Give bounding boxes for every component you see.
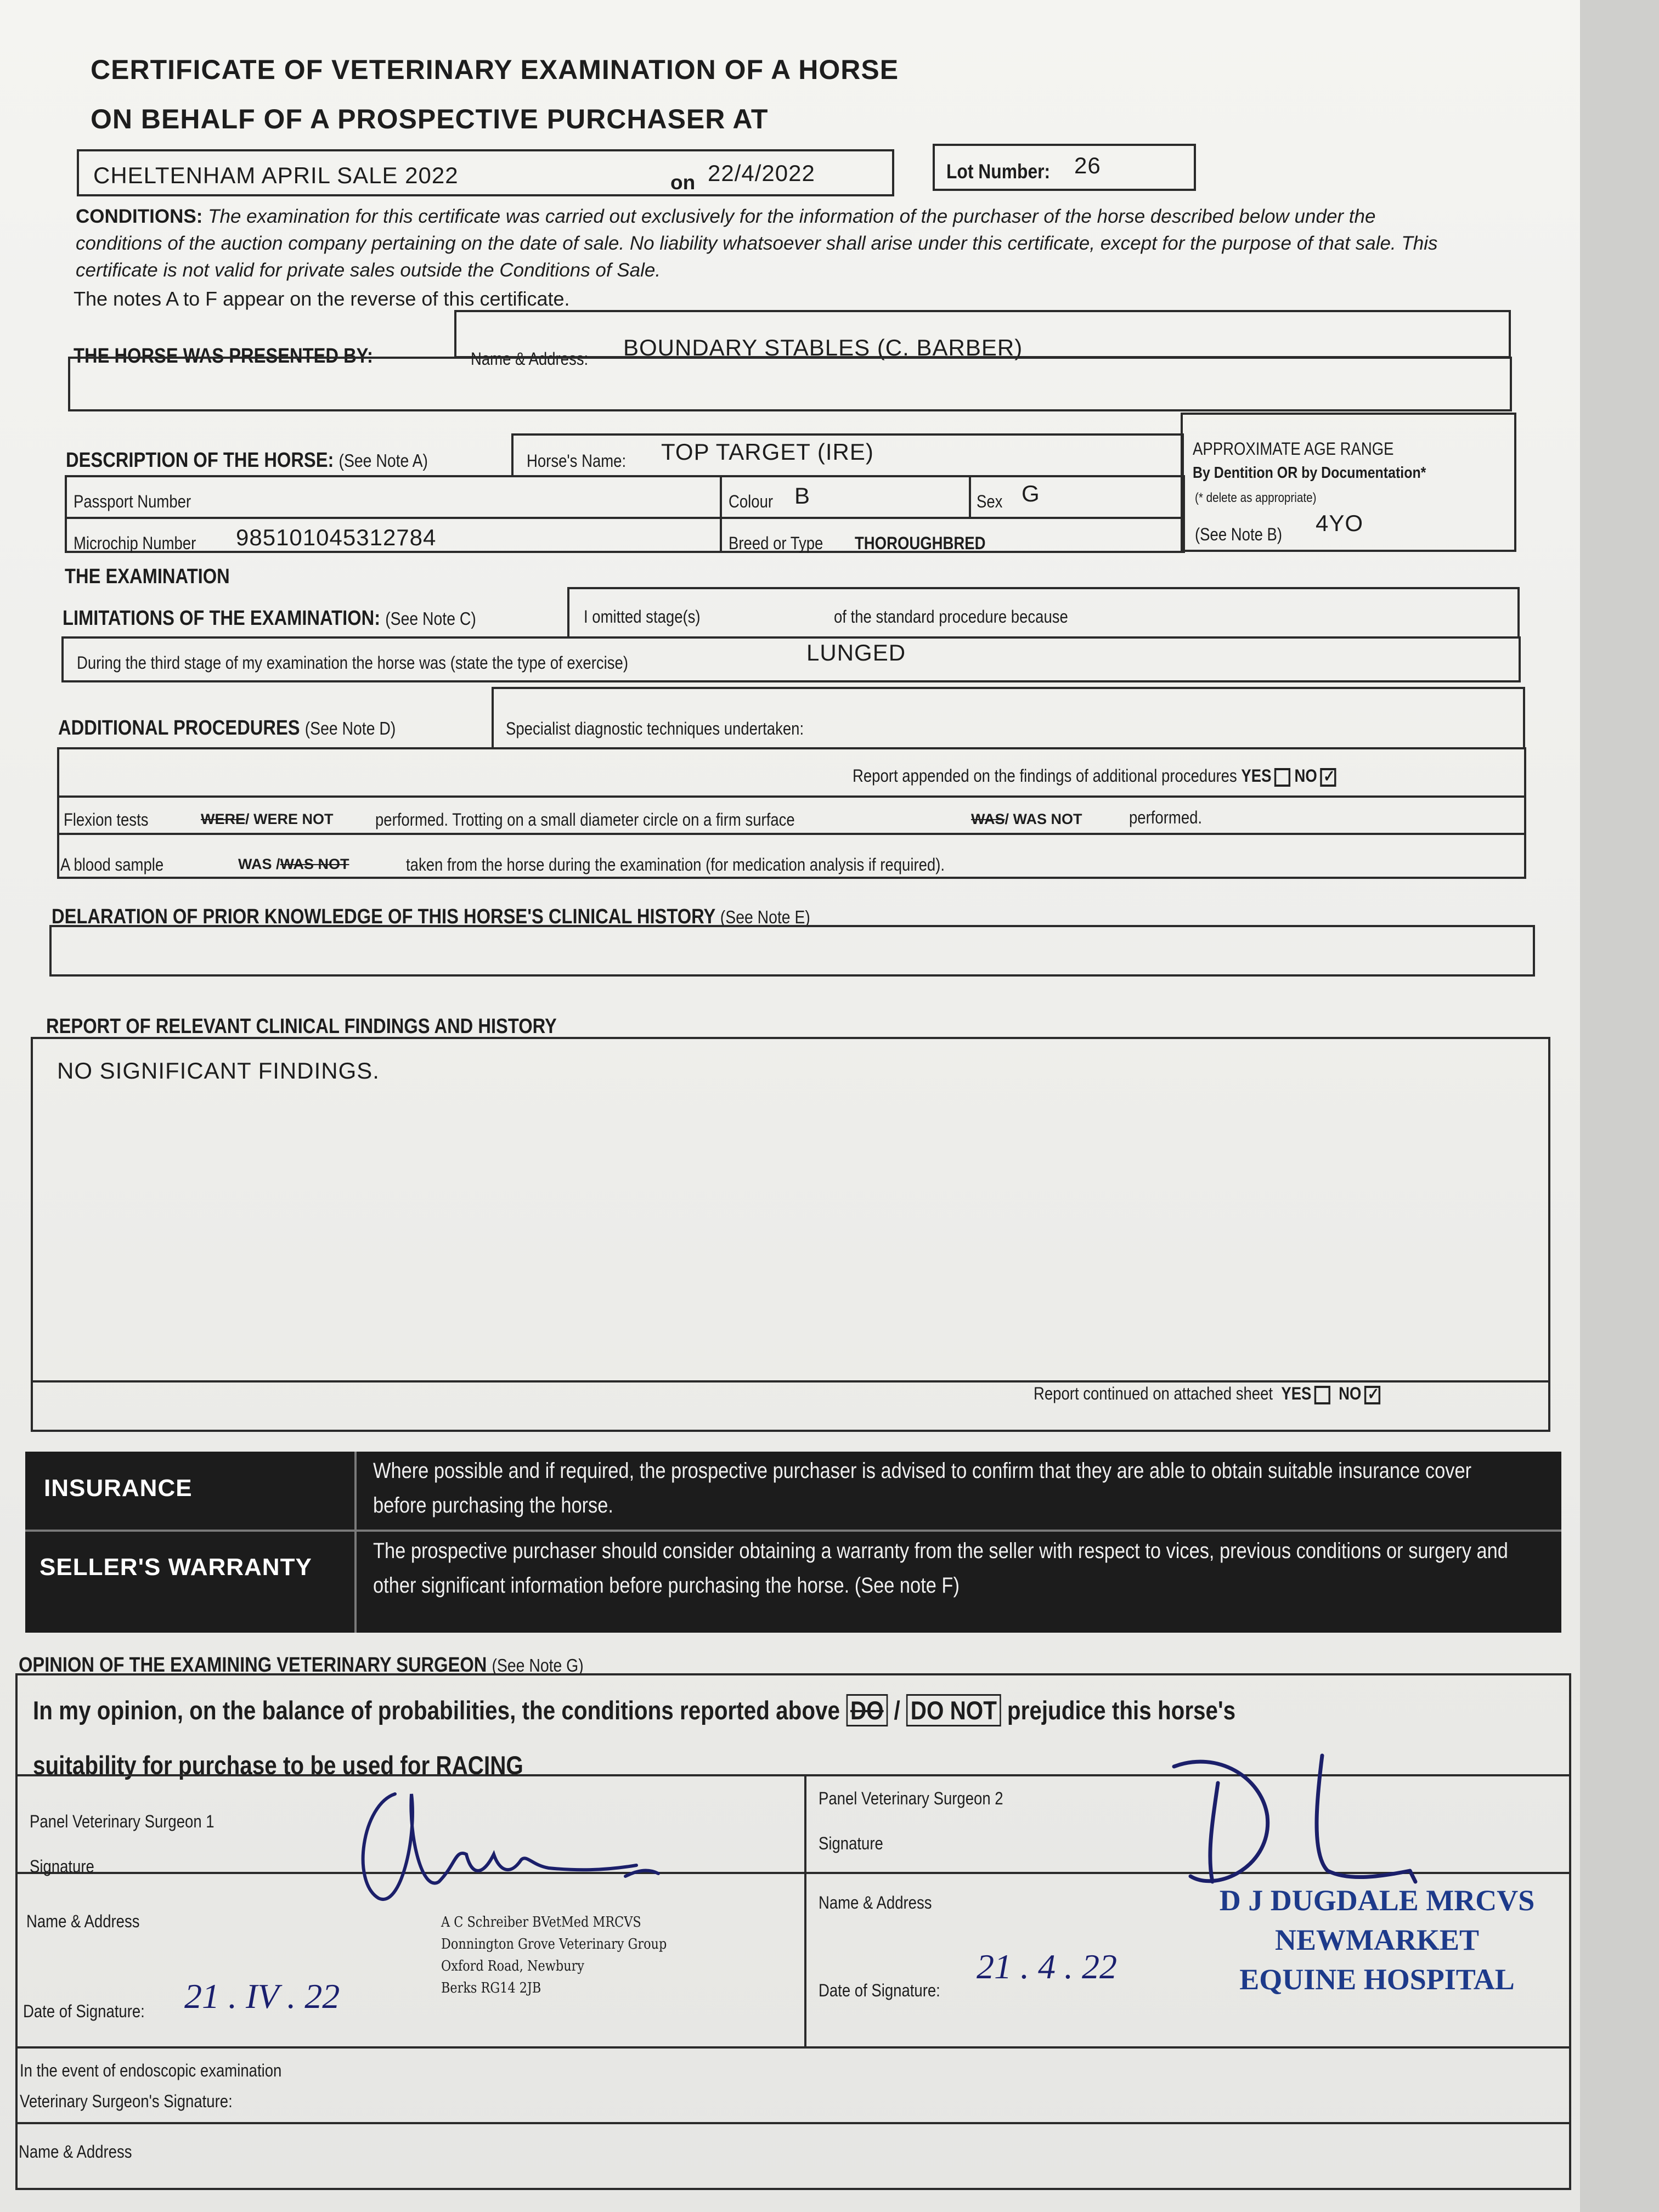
blood-was-option: WAS /WAS NOT: [238, 856, 349, 872]
conditions-text: The examination for this certificate was carried out exclusively for the information of the purchaser of the horse described below under the conditions of the auction company pertaining on the date of sale. No liability whatsoever shall arise under this certificate, except for the purpose of that sale. This certificate is not valid for private sales outside the Conditions of Sale.: [76, 206, 1438, 281]
description-label: DESCRIPTION OF THE HORSE: (See Note A): [66, 449, 428, 472]
conditions-block: [76, 203, 1458, 284]
trotting-was-option: WAS/ WAS NOT: [971, 811, 1082, 827]
panel2-signature-label: Signature: [819, 1833, 883, 1853]
endoscopic-divider: [15, 2046, 1571, 2049]
microchip-label: Microchip Number: [74, 533, 196, 553]
presented-address-box: [68, 357, 1512, 411]
panel2-name-label: Name & Address: [819, 1893, 932, 1912]
age-title: APPROXIMATE AGE RANGE: [1193, 439, 1394, 459]
lot-label: Lot Number:: [946, 160, 1051, 183]
third-stage-value: LUNGED: [806, 640, 906, 665]
conditions-label: CONDITIONS:: [76, 206, 203, 227]
endoscopic-name-divider: [15, 2122, 1571, 2124]
sex-label: Sex: [977, 492, 1003, 511]
opinion-label: OPINION OF THE EXAMINING VETERINARY SURGEON (See Note G): [19, 1654, 584, 1677]
panel1-name-label: Name & Address: [26, 1911, 140, 1931]
opinion-text-line-1: In my opinion, on the balance of probabilities, the conditions reported above DO / DO NOT prejudice this horse's: [33, 1695, 1235, 1725]
panel2-stamp: D J DUGDALE MRCVS NEWMARKET EQUINE HOSPITAL: [1219, 1884, 1535, 1996]
report-continued-yes-checkbox[interactable]: [1314, 1386, 1330, 1404]
report-continued-row: Report continued on attached sheet YES NO ✓: [1034, 1384, 1380, 1403]
report-appended-row: Report appended on the findings of additional procedures YES NO ✓: [853, 766, 1335, 786]
omitted-suffix: of the standard procedure because: [834, 607, 1068, 627]
sex-value: G: [1022, 481, 1040, 506]
description-col-divider: [720, 475, 722, 553]
passport-label: Passport Number: [74, 492, 191, 511]
limitations-label: LIMITATIONS OF THE EXAMINATION: (See Note C): [63, 607, 476, 630]
age-delete-note: (* delete as appropriate): [1195, 490, 1317, 505]
panel1-signature-icon: [329, 1772, 680, 1915]
omitted-text: I omitted stage(s): [584, 607, 701, 627]
lot-number: 26: [1074, 153, 1101, 178]
title-line-1: CERTIFICATE OF VETERINARY EXAMINATION OF A HORSE: [91, 54, 899, 85]
panel2-date-value: 21 . 4 . 22: [977, 1947, 1117, 1986]
check-icon: ✓: [1323, 767, 1335, 786]
report-label: REPORT OF RELEVANT CLINICAL FINDINGS AND HISTORY: [46, 1015, 557, 1038]
specialist-box: [492, 687, 1525, 749]
age-note: (See Note B): [1195, 524, 1283, 544]
panel1-date-label: Date of Signature:: [23, 2001, 145, 2021]
panel2-title: Panel Veterinary Surgeon 2: [819, 1788, 1003, 1808]
breed-label: Breed or Type: [729, 533, 823, 553]
warranty-text: The prospective purchaser should consider obtaining a warranty from the seller with respect to vices, previous conditions or surgery and other significant information before purchasing the horse. (See note F): [373, 1539, 1508, 1598]
insurance-text: Where possible and if required, the prospective purchaser is advised to confirm that they are able to obtain suitable insurance cover before purchasing the horse.: [373, 1459, 1472, 1517]
band-col-divider: [354, 1452, 357, 1633]
age-method: By Dentition OR by Documentation*: [1193, 464, 1426, 482]
panel1-name-address: A C Schreiber BVetMed MRCVS Donnington Grove Veterinary Group Oxford Road, Newbury Berks RG14 2JB: [441, 1914, 667, 1996]
microchip-number: 985101045312784: [236, 524, 437, 550]
performed-text: performed.: [1129, 808, 1203, 827]
colour-value: B: [794, 483, 811, 509]
sex-col-divider: [969, 475, 971, 518]
report-appended-yes-checkbox[interactable]: [1274, 768, 1290, 787]
panel1-date-value: 21 . IV . 22: [184, 1977, 340, 2016]
presented-label: THE HORSE WAS PRESENTED BY:: [74, 345, 373, 368]
report-box: [31, 1037, 1550, 1432]
declaration-label: DELARATION OF PRIOR KNOWLEDGE OF THIS HORSE'S CLINICAL HISTORY (See Note E): [52, 905, 810, 928]
opinion-text-line-2: suitability for purchase to be used for RACING: [33, 1751, 523, 1780]
trotting-text: performed. Trotting on a small diameter circle on a firm surface: [375, 810, 795, 830]
panel1-title: Panel Veterinary Surgeon 1: [30, 1812, 215, 1831]
description-grid: [65, 475, 1185, 553]
title-line-2: ON BEHALF OF A PROSPECTIVE PURCHASER AT: [91, 104, 769, 134]
report-divider: [31, 1380, 1550, 1383]
endoscopic-line-2: Veterinary Surgeon's Signature:: [20, 2091, 233, 2111]
colour-label: Colour: [729, 492, 774, 511]
flexion-text: Flexion tests: [64, 810, 149, 830]
report-appended-no-checkbox[interactable]: [1320, 768, 1336, 787]
presented-name-address: BOUNDARY STABLES (C. BARBER): [623, 335, 1023, 360]
on-label: on: [670, 171, 696, 194]
panel1-signature-label: Signature: [30, 1857, 94, 1876]
additional-label: ADDITIONAL PROCEDURES (See Note D): [58, 716, 396, 740]
sale-date: 22/4/2022: [708, 160, 815, 186]
additional-divider-1: [57, 795, 1526, 798]
blood-suffix: taken from the horse during the examination (for medication analysis if required).: [406, 855, 945, 874]
endoscopic-name-label: Name & Address: [19, 2142, 132, 2162]
notes-reference: The notes A to F appear on the reverse of this certificate.: [74, 287, 570, 310]
insurance-label: INSURANCE: [44, 1475, 193, 1502]
panel2-date-label: Date of Signature:: [819, 1980, 940, 2000]
panel2-signature-icon: [1152, 1734, 1459, 1898]
endoscopic-line-1: In the event of endoscopic examination: [20, 2061, 282, 2080]
additional-divider-2: [57, 833, 1526, 835]
horse-name: TOP TARGET (IRE): [661, 439, 874, 465]
report-findings: NO SIGNIFICANT FINDINGS.: [57, 1058, 380, 1084]
declaration-box: [49, 925, 1535, 977]
age-value: 4YO: [1316, 510, 1364, 536]
presented-name-label: Name & Address:: [471, 349, 589, 369]
flexion-were-option: WERE/ WERE NOT: [201, 811, 334, 827]
examination-heading: THE EXAMINATION: [65, 565, 230, 588]
third-stage-text: During the third stage of my examination the horse was (state the type of exercise): [77, 653, 628, 673]
horse-name-label: Horse's Name:: [527, 451, 627, 471]
report-continued-no-checkbox[interactable]: [1364, 1386, 1380, 1404]
panel-col-divider: [804, 1774, 806, 2049]
band-row-divider: [25, 1530, 1561, 1532]
specialist-label: Specialist diagnostic techniques undertaken:: [506, 719, 804, 738]
check-icon: ✓: [1367, 1385, 1380, 1403]
warranty-label: SELLER'S WARRANTY: [40, 1554, 312, 1581]
sale-name: CHELTENHAM APRIL SALE 2022: [93, 162, 459, 188]
description-row-divider: [65, 517, 1185, 519]
blood-text: A blood sample: [60, 855, 164, 874]
breed-value: THOROUGHBRED: [855, 533, 986, 553]
